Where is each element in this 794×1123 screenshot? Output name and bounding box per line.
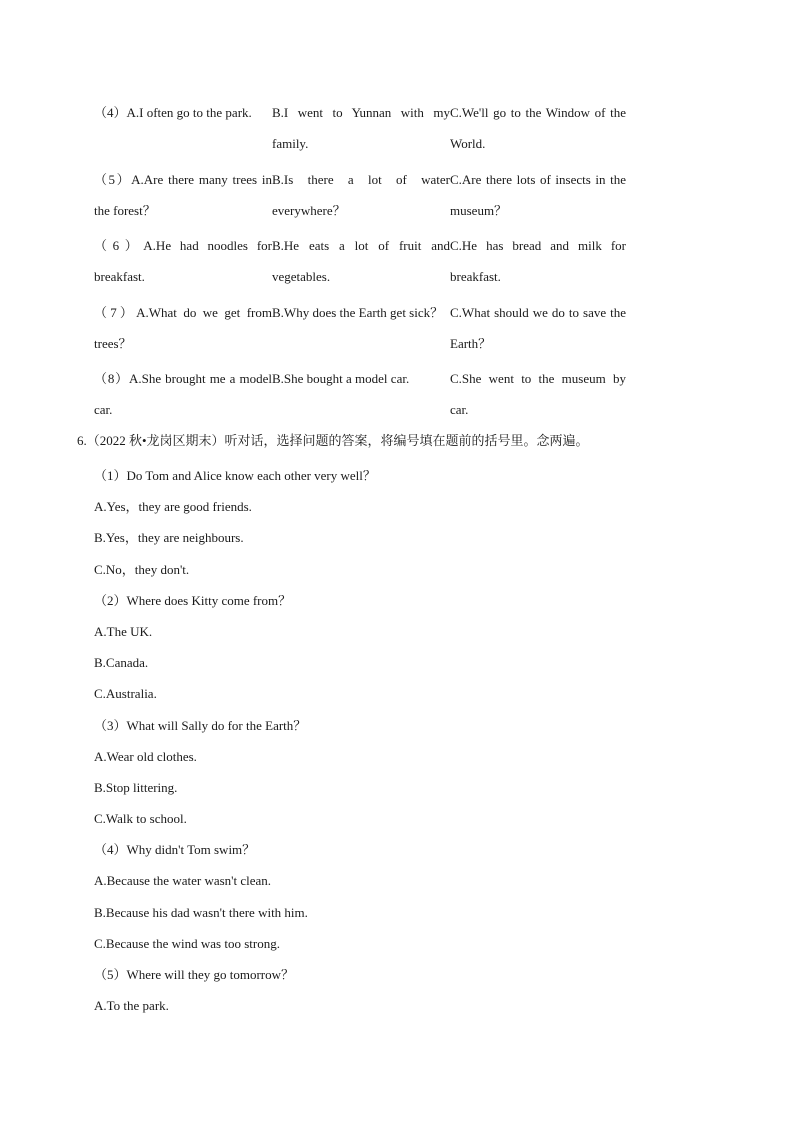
option-b: B.I went to Yunnan with my family. <box>272 105 450 151</box>
answer-line: C.No，they don't. <box>94 561 190 577</box>
answer-line: A.Yes，they are good friends. <box>94 499 252 515</box>
option-c: C.He has bread and milk for breakfast. <box>450 238 626 284</box>
answer-line: C.Because the wind was too strong. <box>94 935 280 951</box>
answer-line: C.Australia. <box>94 686 157 702</box>
answer-line: C.Walk to school. <box>94 811 187 827</box>
option-a: （7）A.What do we get from trees？ <box>94 304 272 351</box>
question-6-heading: 6.（2022 秋•龙岗区期末）听对话，选择问题的答案，将编号填在题前的括号里。念两遍。 <box>77 433 589 448</box>
option-c: C.We'll go to the Window of the World. <box>450 105 626 151</box>
question-line: （2）Where does Kitty come from？ <box>94 592 292 608</box>
option-b: B.She bought a model car. <box>272 371 410 386</box>
option-a: （6）A.He had noodles for breakfast. <box>94 238 272 284</box>
option-c: C.What should we do to save the Earth？ <box>450 304 626 351</box>
option-b: B.Is there a lot of water everywhere？ <box>272 171 450 218</box>
choice-row-5 <box>94 164 626 231</box>
choice-row-7 <box>94 297 626 364</box>
question-6-items <box>94 460 634 1021</box>
answer-line: B.Yes，they are neighbours. <box>94 530 244 546</box>
question-line: （5）Where will they go tomorrow？ <box>94 967 295 982</box>
option-a: （5）A.Are there many trees in the forest？ <box>94 171 272 218</box>
choice-table <box>94 97 626 430</box>
question-line: （1）Do Tom and Alice know each other very well？ <box>94 468 376 483</box>
answer-line: A.To the park. <box>94 998 169 1014</box>
answer-line: A.Because the water wasn't clean. <box>94 873 272 889</box>
option-c: C.She went to the museum by car. <box>450 371 626 417</box>
question-line: （4）Why didn't Tom swim？ <box>94 842 256 858</box>
answer-line: B.Because his dad wasn't there with him. <box>94 904 308 920</box>
question-line: （3）What will Sally do for the Earth？ <box>94 717 307 733</box>
option-b: B.He eats a lot of fruit and vegetables. <box>272 238 450 284</box>
answer-line: B.Canada. <box>94 655 149 671</box>
option-a: （8）A.She brought me a model car. <box>94 371 272 417</box>
choice-row-6 <box>94 230 626 297</box>
choice-row-8 <box>94 363 626 430</box>
choice-row-4 <box>94 97 626 164</box>
answer-line: A.The UK. <box>94 623 153 639</box>
option-a: （4）A.I often go to the park. <box>94 105 252 120</box>
answer-line: B.Stop littering. <box>94 779 178 795</box>
option-c: C.Are there lots of insects in the museum？ <box>450 171 626 218</box>
answer-line: A.Wear old clothes. <box>94 748 197 764</box>
option-b: B.Why does the Earth get sick？ <box>272 304 444 320</box>
